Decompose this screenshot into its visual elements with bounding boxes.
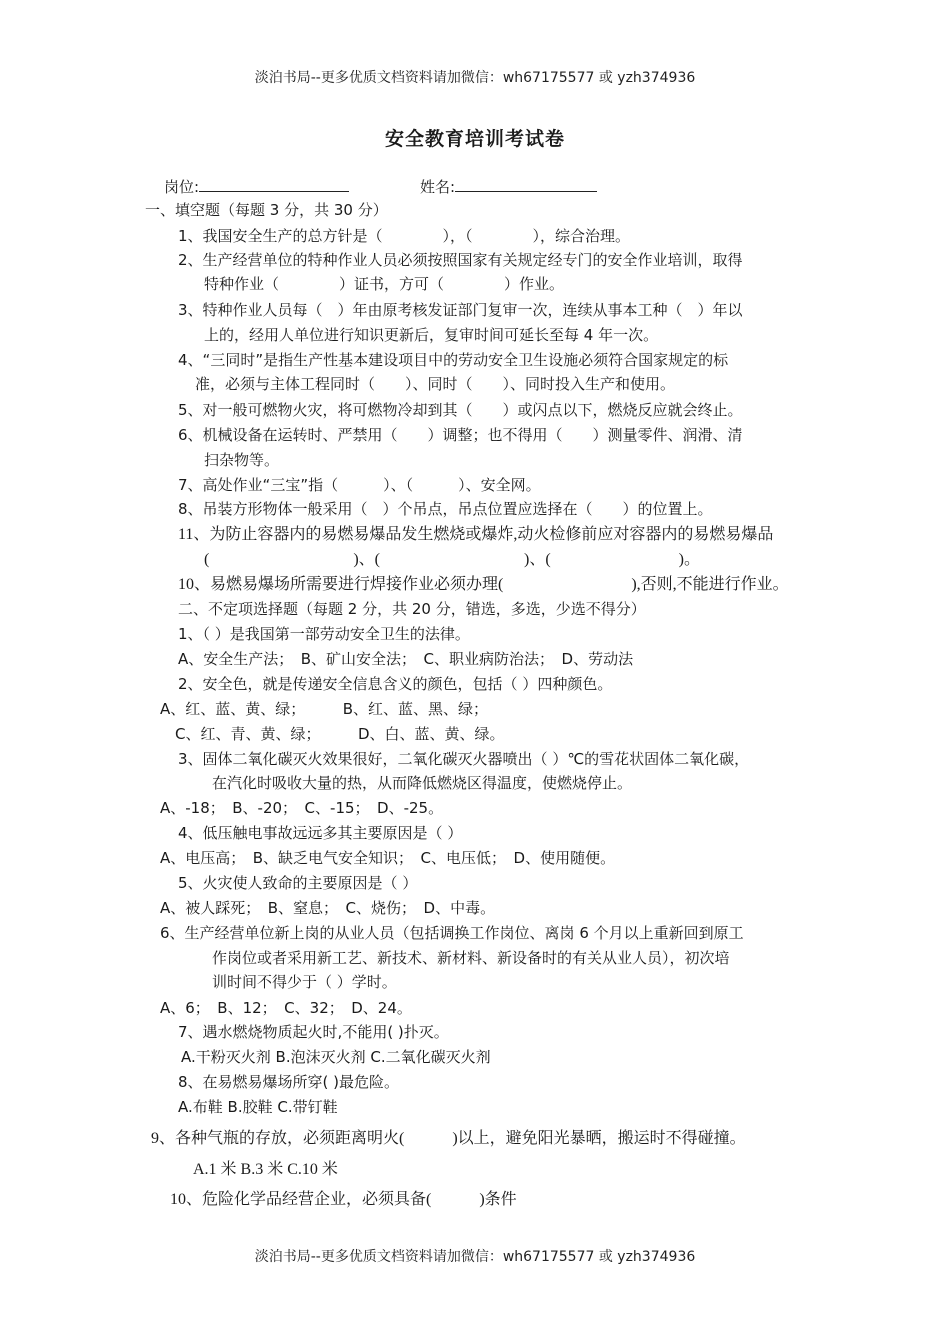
- name-label: 姓名:: [420, 178, 456, 196]
- exam-title: 安全教育培训考试卷: [384, 128, 565, 150]
- q2-1-options: A、安全生产法； B、矿山安全法； C、职业病防治法； D、劳动法: [178, 650, 634, 668]
- q1-1: 1、我国安全生产的总方针是（ ），（ ），综合治理。: [178, 227, 631, 245]
- q1-7: 7、高处作业“三宝”指（ ）、（ ）、安全网。: [178, 476, 541, 494]
- q1-10: 10、易燃易爆场所需要进行焊接作业必须办理( ),否则,不能进行作业。: [178, 576, 789, 593]
- q1-2-line2: 特种作业（ ）证书，方可（ ）作业。: [204, 275, 565, 293]
- q2-7-options: A.干粉灭火剂 B.泡沫灭火剂 C.二氧化碳灭火剂: [181, 1048, 491, 1066]
- q2-9: 9、各种气瓶的存放，必须距离明火( )以上，避免阳光暴晒，搬运时不得碰撞。: [151, 1130, 746, 1147]
- q1-2-line1: 2、生产经营单位的特种作业人员必须按照国家有关规定经专门的安全作业培训，取得: [178, 251, 743, 269]
- q1-11-line2: ( )、( )、( )。: [204, 551, 700, 568]
- q1-8: 8、吊装方形物体一般采用（ ）个吊点，吊点位置应选择在（ ）的位置上。: [178, 500, 713, 518]
- q1-3-line2: 上的，经用人单位进行知识更新后，复审时间可延长至每 4 年一次。: [204, 326, 659, 344]
- q2-8: 8、在易燃易爆场所穿( )最危险。: [178, 1073, 400, 1091]
- section2-heading: 二、不定项选择题（每题 2 分，共 20 分，错选，多选，少选不得分）: [178, 600, 646, 618]
- name-blank[interactable]: [455, 176, 597, 192]
- q1-6-line1: 6、机械设备在运转时、严禁用（ ）调整；也不得用（ ）测量零件、润滑、清: [178, 426, 743, 444]
- q2-6-line3: 训时间不得少于（ ）学时。: [212, 973, 397, 991]
- q2-1: 1、（ ）是我国第一部劳动安全卫生的法律。: [178, 625, 470, 643]
- q2-10: 10、危险化学品经营企业，必须具备( )条件: [170, 1191, 517, 1208]
- q1-4-line2: 准，必须与主体工程同时（ ）、同时（ ）、同时投入生产和使用。: [195, 375, 676, 393]
- q1-6-line2: 扫杂物等。: [204, 451, 280, 469]
- q2-6-options: A、6； B、12； C、32； D、24。: [160, 999, 412, 1017]
- page-header: 淡泊书局--更多优质文档资料请加微信：wh67175577 或 yzh374936: [254, 70, 696, 86]
- q2-6-line2: 作岗位或者采用新工艺、新技术、新材料、新设备时的有关从业人员），初次培: [212, 949, 730, 967]
- q2-7: 7、遇水燃烧物质起火时,不能用( )扑灭。: [178, 1023, 449, 1041]
- q2-3-line2: 在汽化时吸收大量的热，从而降低燃烧区得温度，使燃烧停止。: [212, 774, 633, 792]
- name-field: [420, 176, 597, 197]
- q2-6-line1: 6、生产经营单位新上岗的从业人员（包括调换工作岗位、离岗 6 个月以上重新回到原工: [160, 924, 744, 942]
- position-field: [164, 176, 349, 197]
- q2-9-options: A.1 米 B.3 米 C.10 米: [193, 1161, 338, 1178]
- q2-4-options: A、电压高； B、缺乏电气安全知识； C、电压低； D、使用随便。: [160, 849, 616, 867]
- position-label: 岗位:: [164, 178, 200, 196]
- q2-2-options-ab: A、红、蓝、黄、绿； B、红、蓝、黑、绿；: [160, 700, 489, 718]
- position-blank[interactable]: [199, 176, 349, 192]
- section1-heading: 一、填空题（每题 3 分，共 30 分）: [145, 201, 388, 219]
- q2-3-options: A、-18； B、-20； C、-15； D、-25。: [160, 799, 444, 817]
- q1-3-line1: 3、特种作业人员每（ ）年由原考核发证部门复审一次，连续从事本工种（ ）年以: [178, 301, 743, 319]
- q2-5-options: A、被人踩死； B、窒息； C、烧伤； D、中毒。: [160, 899, 496, 917]
- q1-5: 5、对一般可燃物火灾，将可燃物冷却到其（ ）或闪点以下，燃烧反应就会终止。: [178, 401, 743, 419]
- q2-2-options-cd: C、红、青、黄、绿； D、白、蓝、黄、绿。: [175, 725, 505, 743]
- q1-11-line1: 11、为防止容器内的易燃易爆品发生燃烧或爆炸,动火检修前应对容器内的易燃易爆品: [178, 526, 774, 543]
- q2-3-line1: 3、固体二氧化碳灭火效果很好，二氧化碳灭火器喷出（ ）℃的雪花状固体二氧化碳，: [178, 750, 750, 768]
- q2-4: 4、低压触电事故远远多其主要原因是（ ）: [178, 824, 463, 842]
- q2-5: 5、火灾使人致命的主要原因是（ ）: [178, 874, 418, 892]
- q1-4-line1: 4、“三同时”是指生产性基本建设项目中的劳动安全卫生设施必须符合国家规定的标: [178, 351, 729, 369]
- q2-2: 2、安全色，就是传递安全信息含义的颜色，包括（ ）四种颜色。: [178, 675, 613, 693]
- q2-8-options: A.布鞋 B.胶鞋 C.带钉鞋: [178, 1098, 338, 1116]
- page-footer: 淡泊书局--更多优质文档资料请加微信：wh67175577 或 yzh374936: [254, 1249, 696, 1265]
